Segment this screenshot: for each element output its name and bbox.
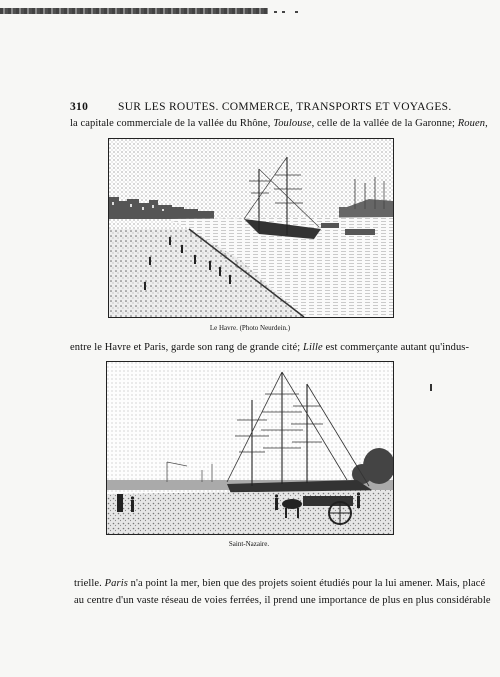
text-run: au centre d'un vaste réseau de voies ferrées, il prend une importance de plus en plus considérable [74, 595, 491, 606]
scan-dot [274, 11, 277, 13]
body-text-line-4 [74, 595, 491, 606]
text-run: est commerçante autant qu'indus- [322, 342, 470, 353]
photo-le-havre [108, 138, 394, 318]
scan-dot [282, 11, 285, 13]
harbor-illustration [109, 139, 393, 317]
text-run-italic: Paris [104, 578, 128, 589]
page-number: 310 [70, 101, 89, 113]
text-run-italic: Toulouse [273, 118, 312, 129]
body-text-line-1 [70, 118, 488, 129]
text-run: la capitale commerciale de la vallée du Rhône, [70, 118, 274, 129]
photo-caption-saint-nazaire: Saint-Nazaire. [228, 540, 270, 548]
text-run: entre le Havre et Paris, garde son rang de grande cité; [70, 342, 304, 353]
scan-edge-artifact [0, 8, 268, 14]
text-run-italic: Lille [303, 342, 323, 353]
scan-dot [295, 11, 298, 13]
text-run: , [485, 118, 488, 129]
text-run: , celle de la vallée de la Garonne; [311, 118, 458, 129]
body-text-line-3 [74, 578, 485, 589]
running-title: SUR LES ROUTES. COMMERCE, TRANSPORTS ET VOYAGES. [118, 101, 452, 113]
body-text-line-2 [70, 342, 469, 353]
margin-mark [430, 384, 432, 391]
photo-saint-nazaire [106, 361, 394, 535]
text-run: n'a point la mer, bien que des projets soient étudiés pour la lui amener. Mais, placé [127, 578, 486, 589]
text-run: trielle. [74, 578, 105, 589]
port-illustration [107, 362, 393, 534]
photo-caption-le-havre: Le Havre. (Photo Neurdein.) [209, 324, 291, 332]
text-run-italic: Rouen [457, 118, 486, 129]
